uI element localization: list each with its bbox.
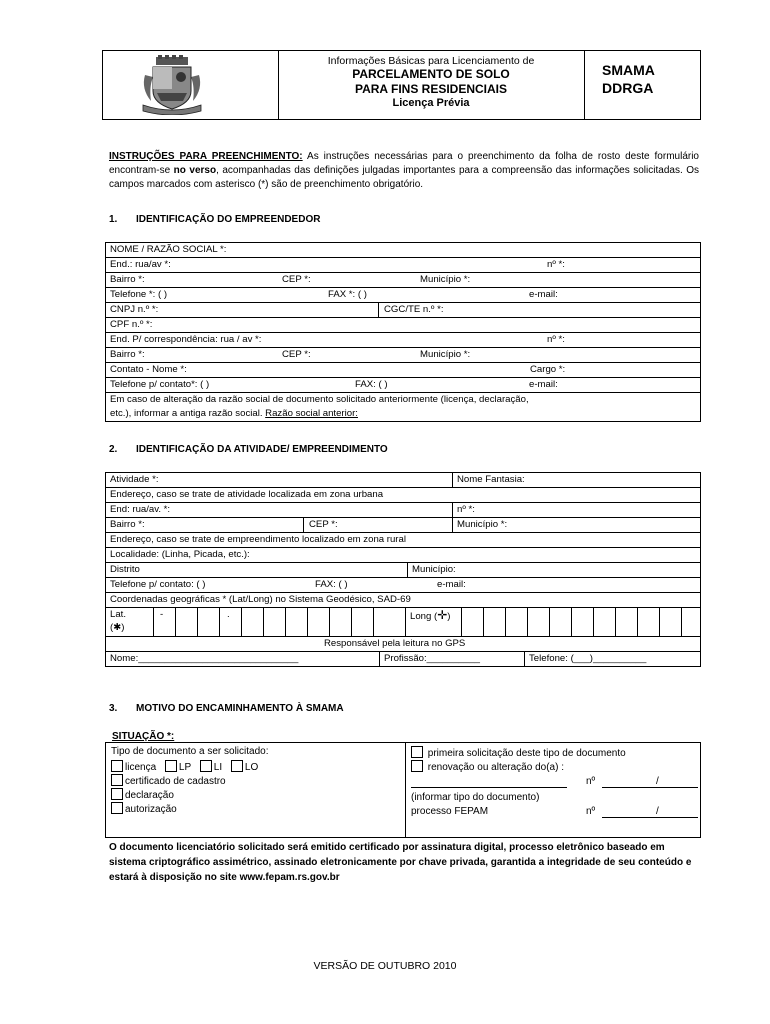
s2-localidade-label: Localidade: (Linha, Picada, etc.): (110, 549, 250, 560)
s3-certificado-label: certificado de cadastro (125, 776, 226, 787)
s2-row-latlong[interactable] (106, 608, 700, 637)
s2-cep-label: CEP *: (309, 519, 338, 530)
s3-primeira-label: primeira solicitação deste tipo de documento (427, 748, 626, 759)
s2-bairro-divider (303, 518, 304, 532)
long-cell-line (615, 608, 616, 636)
s2-atividade-divider (452, 473, 453, 487)
s1-num2-label: nº *: (547, 334, 565, 345)
digital-signature-note: O documento licenciatório solicitado será emitido certificado por assinatura digital, processo eletrônico baseado em sistema criptográfico assimétrico, assinado eletronicamente por chave privada, garantida a integridade de seu conteúdo e estará à disposição no site www.fepam.rs.gov.br (109, 842, 692, 883)
s2-row-distrito[interactable] (106, 563, 700, 578)
s2-lat-paren-close: ) (121, 622, 125, 633)
lat-cell-line (373, 608, 374, 636)
s2-row-end[interactable] (106, 503, 700, 518)
s3-autorizacao-label: autorização (125, 804, 177, 815)
s3-licenca-label: licença (125, 762, 157, 773)
n1-field-line[interactable] (602, 787, 698, 788)
s3-n2-label: nº (586, 806, 596, 817)
s3-informar-label: (informar tipo do documento) (411, 792, 540, 803)
s2-distrito-divider (407, 563, 408, 577)
s1-cnpj-divider (378, 303, 379, 317)
instructions-text2: , acompanhadas das definições julgadas importantes para a compreensão das informações solicitadas. Os campos marcados com asterisco (*) são de preenchimento obrigatório. (109, 165, 700, 190)
section1-heading (109, 214, 320, 225)
long-cell-line (593, 608, 594, 636)
s1-row-nome[interactable] (106, 243, 700, 258)
section3-box (105, 742, 701, 838)
version-footer: VERSÃO DE OUTUBRO 2010 (313, 960, 457, 972)
s3-slash2: / (656, 806, 659, 817)
s1-row-cpf[interactable] (106, 318, 700, 333)
section1-number: 1. (109, 214, 118, 225)
lat-cell-line (241, 608, 242, 636)
lat-cell-line (329, 608, 330, 636)
s2-end-label: End: rua/av. *: (110, 504, 171, 515)
s1-fax-label: FAX *: ( ) (328, 289, 367, 300)
s1-cpf-label: CPF n.º *: (110, 319, 153, 330)
s1-row-end[interactable] (106, 258, 700, 273)
s2-profissao-divider (524, 652, 525, 666)
lat-dot: . (227, 609, 230, 620)
primeira-checkbox[interactable] (411, 746, 423, 758)
long-cell-line (483, 608, 484, 636)
lat-long-divider (405, 608, 406, 636)
long-cell-line (637, 608, 638, 636)
logo-cell (103, 51, 279, 119)
s1-municipio-label: Município *: (420, 274, 471, 285)
s2-atividade-label: Atividade *: (110, 474, 159, 485)
s3-n1-label: nº (586, 776, 596, 787)
renovacao-tipo-line[interactable] (411, 787, 567, 788)
lo-checkbox[interactable] (231, 760, 243, 772)
s3-renovacao-row (411, 760, 564, 774)
s2-row-bairro[interactable] (106, 518, 700, 533)
s2-long-label: Long ( (410, 611, 438, 622)
s1-row-tel-contato[interactable] (106, 378, 700, 393)
s1-row-end-corr[interactable] (106, 333, 700, 348)
s2-row-urbana (106, 488, 700, 503)
s1-razao-anterior-label: Razão social anterior: (265, 408, 358, 419)
municipal-coat-of-arms-logo (139, 55, 205, 115)
s1-row-cnpj[interactable] (106, 303, 700, 318)
section2-number: 2. (109, 444, 118, 455)
s2-row-rural (106, 533, 700, 548)
lat-cell-line (285, 608, 286, 636)
s1-alteracao-text: etc.), informar a antiga razão social. (110, 408, 266, 419)
s3-primeira-row (411, 746, 626, 760)
s3-lo-label: LO (244, 762, 259, 773)
s2-tel-contato-label: Telefone p/ contato: ( ) (110, 579, 206, 590)
s2-profissao-label: Profissão:__________ (384, 653, 481, 664)
lat-cell-line (175, 608, 176, 636)
s1-tel-contato-label: Telefone p/ contato*: ( ) (110, 379, 210, 390)
s1-num-label: nº *: (547, 259, 565, 270)
s2-row-tel-contato[interactable] (106, 578, 700, 593)
s1-alteracao-line2 (110, 407, 358, 420)
s1-nome-label: NOME / RAZÃO SOCIAL *: (110, 244, 227, 255)
s3-autorizacao-row (111, 802, 177, 816)
s1-fax2-label: FAX: ( ) (355, 379, 388, 390)
s3-renovacao-label: renovação ou alteração do(a) : (427, 762, 564, 773)
s2-municipio-label: Município *: (457, 519, 508, 530)
s1-end-label: End.: rua/av *: (110, 259, 171, 270)
s1-row-contato[interactable] (106, 363, 700, 378)
s2-fax-label: FAX: ( ) (315, 579, 348, 590)
lat-cell-line (263, 608, 264, 636)
header-agency-cell (584, 51, 700, 119)
s2-end-divider (452, 503, 453, 517)
s2-nome-label: Nome:______________________________ (110, 653, 299, 664)
renovacao-checkbox[interactable] (411, 760, 423, 772)
long-cell-line (505, 608, 506, 636)
s1-cep-label: CEP *: (282, 274, 311, 285)
s1-cgc-label: CGC/TE n.º *: (384, 304, 444, 315)
form-header (102, 50, 701, 120)
s2-num-label: nº *: (457, 504, 475, 515)
s3-li-label: LI (213, 762, 223, 773)
s3-processo-label: processo FEPAM (411, 806, 489, 817)
long-cell-line (571, 608, 572, 636)
s1-email-label: e-mail: (529, 289, 558, 300)
s2-telefone-label: Telefone: (___)__________ (529, 653, 647, 664)
section3-number: 3. (109, 703, 118, 714)
section3-divider (405, 743, 406, 837)
section1-table (105, 242, 701, 422)
licenca-checkbox[interactable] (111, 760, 123, 772)
s2-row-coord (106, 593, 700, 608)
long-cell-line (659, 608, 660, 636)
s3-slash1: / (656, 776, 659, 787)
instructions-paragraph (109, 150, 699, 192)
s3-tipo-label: Tipo de documento a ser solicitado: (111, 746, 269, 757)
section3-title: MOTIVO DO ENCAMINHAMENTO À SMAMA (136, 703, 344, 714)
s1-row-bairro2[interactable] (106, 348, 700, 363)
s2-resp-label: Responsável pela leitura no GPS (324, 638, 466, 649)
s2-lat-label: Lat. (110, 609, 127, 620)
s3-declaracao-row (111, 788, 174, 802)
s1-end-corr-label: End. P/ correspondência: rua / av *: (110, 334, 262, 345)
header-line4: Licença Prévia (392, 97, 470, 109)
s2-row-nome[interactable] (106, 652, 700, 666)
s3-certificado-row (111, 774, 226, 788)
s2-row-localidade[interactable] (106, 548, 700, 563)
section2-heading (109, 444, 388, 455)
s2-lat-symbol-wrap (110, 621, 124, 635)
header-line3: PARA FINS RESIDENCIAIS (354, 82, 507, 96)
lat-dash: - (160, 609, 164, 620)
lp-checkbox[interactable] (165, 760, 177, 772)
certificado-checkbox[interactable] (111, 774, 123, 786)
s3-lp-label: LP (178, 762, 191, 773)
s2-email-label: e-mail: (437, 579, 466, 590)
s1-alteracao-line1: Em caso de alteração da razão social de documento solicitado anteriormente (licença, declaração, (110, 394, 529, 405)
n2-field-line[interactable] (602, 817, 698, 818)
s2-lat-paren-open: ( (110, 622, 114, 633)
header-line1: Informações Básicas para Licenciamento de (327, 55, 535, 67)
long-cell-line (461, 608, 462, 636)
autorizacao-checkbox[interactable] (111, 802, 123, 814)
section2-table (105, 472, 701, 667)
instructions-bold: no verso (173, 165, 217, 176)
s2-cep-divider (452, 518, 453, 532)
s1-row-telefone[interactable] (106, 288, 700, 303)
s2-long-paren-close: ) (447, 611, 451, 622)
section1-title: IDENTIFICAÇÃO DO EMPREENDEDOR (136, 214, 321, 225)
s2-municipio2-label: Município: (412, 564, 456, 575)
situacao-label: SITUAÇÃO *: (112, 731, 175, 742)
s1-bairro2-label: Bairro *: (110, 349, 145, 360)
s1-cnpj-label: CNPJ n.º *: (110, 304, 159, 315)
agency-smama: SMAMA (602, 62, 655, 78)
s2-long-wrap (410, 608, 450, 624)
instructions-label: INSTRUÇÕES PARA PREENCHIMENTO: (109, 151, 303, 162)
s1-row-alteracao[interactable] (106, 393, 700, 421)
s1-cep2-label: CEP *: (282, 349, 311, 360)
lat-cell-line (197, 608, 198, 636)
s2-row-resp (106, 637, 700, 652)
lat-cell-line (307, 608, 308, 636)
s1-email2-label: e-mail: (529, 379, 558, 390)
s1-bairro-label: Bairro *: (110, 274, 145, 285)
long-cell-line (527, 608, 528, 636)
s2-distrito-label: Distrito (110, 564, 140, 575)
header-title-cell (278, 51, 585, 119)
lat-cell-line (219, 608, 220, 636)
long-cell-line (549, 608, 550, 636)
s1-contato-label: Contato - Nome *: (110, 364, 187, 375)
s1-row-bairro[interactable] (106, 273, 700, 288)
s2-nome-divider (379, 652, 380, 666)
section2-title: IDENTIFICAÇÃO DA ATIVIDADE/ EMPREENDIMENTO (136, 444, 388, 455)
s3-licenca-row (111, 760, 258, 774)
s2-rural-label: Endereço, caso se trate de empreendimento localizado em zona rural (110, 534, 406, 545)
s2-coord-label: Coordenadas geográficas * (Lat/Long) no Sistema Geodésico, SAD-69 (110, 594, 411, 605)
s2-fantasia-label: Nome Fantasia: (457, 474, 525, 485)
instructions-text1: As instruções necessárias para o preenchimento da folha de rosto deste formulário encontram-se (109, 151, 699, 176)
agency-ddrga: DDRGA (602, 80, 654, 96)
long-symbol-icon: ✛ (437, 608, 448, 622)
declaracao-checkbox[interactable] (111, 788, 123, 800)
lat-symbol-icon: ✱ (113, 622, 122, 633)
s1-municipio2-label: Município *: (420, 349, 471, 360)
lat-cell-line (351, 608, 352, 636)
s2-bairro-label: Bairro *: (110, 519, 145, 530)
li-checkbox[interactable] (200, 760, 212, 772)
section3-heading (109, 703, 344, 714)
s1-telefone-label: Telefone *: ( ) (110, 289, 168, 300)
s1-cargo-label: Cargo *: (530, 364, 566, 375)
s3-declaracao-label: declaração (125, 790, 174, 801)
long-cell-line (681, 608, 682, 636)
header-line2: PARCELAMENTO DE SOLO (352, 67, 510, 81)
lat-cell-line (153, 608, 154, 636)
s2-urbana-label: Endereço, caso se trate de atividade localizada em zona urbana (110, 489, 384, 500)
s2-row-atividade[interactable] (106, 473, 700, 488)
